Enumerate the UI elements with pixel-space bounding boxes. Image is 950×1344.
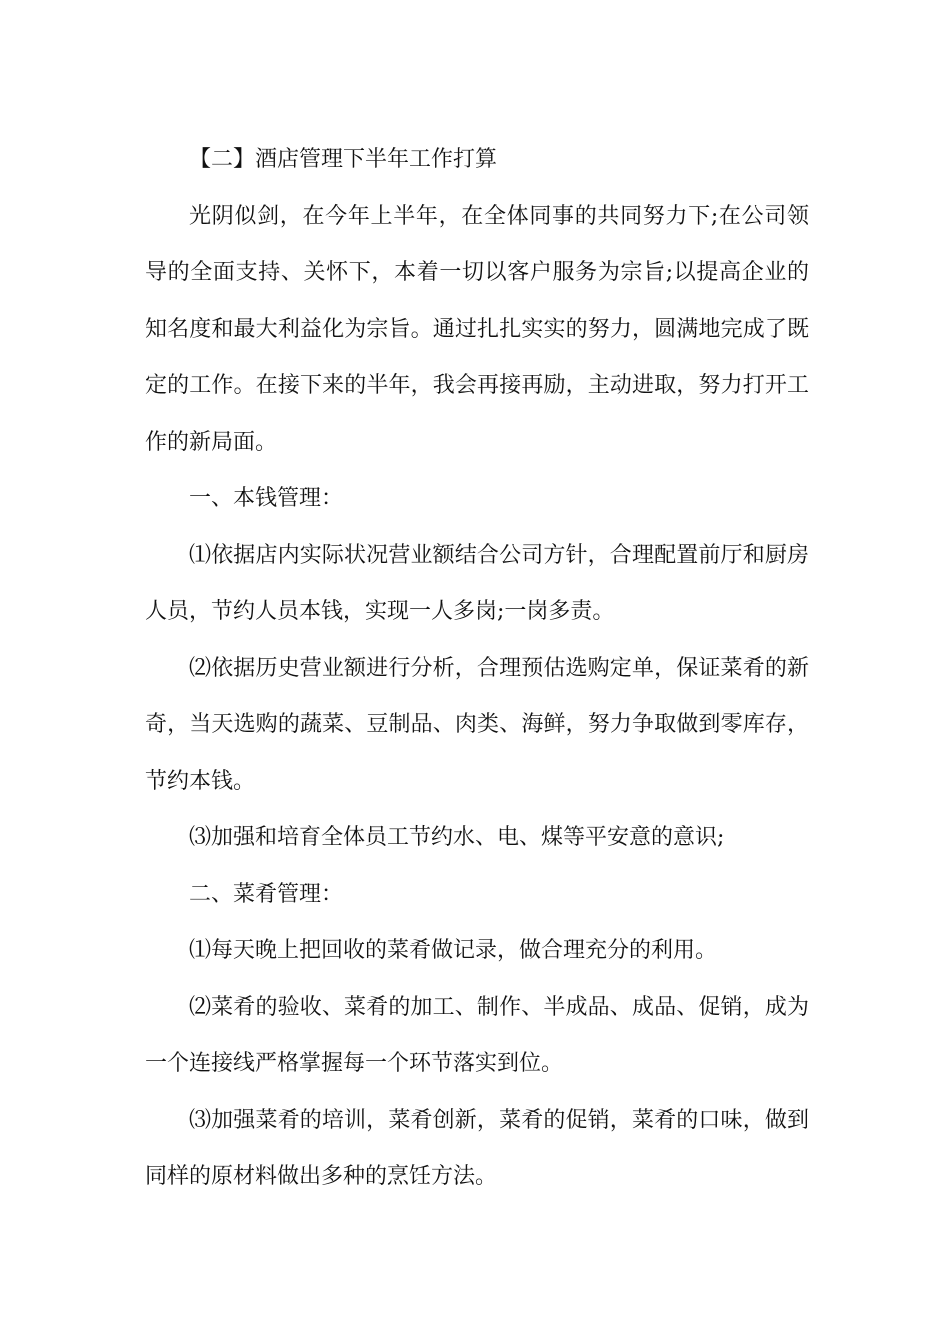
- list-item-dish-3: ⑶加强菜肴的培训，菜肴创新，菜肴的促销，菜肴的口味，做到同样的原材料做出多种的烹饪方法。: [145, 1107, 809, 1189]
- section-heading-cost-management: 一、本钱管理：: [189, 486, 344, 511]
- list-item-cost-2: ⑵依据历史营业额进行分析，合理预估选购定单，保证菜肴的新奇，当天选购的蔬菜、豆制品、肉类、海鲜，努力争取做到零库存，节约本钱。: [145, 655, 809, 794]
- list-item-cost-1: ⑴依据店内实际状况营业额结合公司方针，合理配置前厅和厨房人员，节约人员本钱，实现一人多岗;一岗多责。: [145, 542, 809, 624]
- document-title: 【二】酒店管理下半年工作打算: [189, 147, 498, 172]
- list-item-cost-3: ⑶加强和培育全体员工节约水、电、煤等平安意的意识;: [189, 825, 725, 850]
- document-body: [145, 132, 809, 1206]
- paragraph-intro: 光阴似剑，在今年上半年，在全体同事的共同努力下;在公司领导的全面支持、关怀下，本着一切以客户服务为宗旨;以提高企业的知名度和最大利益化为宗旨。通过扎扎实实的努力，圆满地完成了既定的工作。在接下来的半年，我会再接再励，主动进取，努力打开工作的新局面。: [145, 203, 809, 455]
- list-item-dish-2: ⑵菜肴的验收、菜肴的加工、制作、半成品、成品、促销，成为一个连接线严格掌握每一个环节落实到位。: [145, 994, 809, 1076]
- list-item-dish-1: ⑴每天晚上把回收的菜肴做记录，做合理充分的利用。: [189, 938, 718, 963]
- section-heading-dish-management: 二、菜肴管理：: [189, 881, 344, 907]
